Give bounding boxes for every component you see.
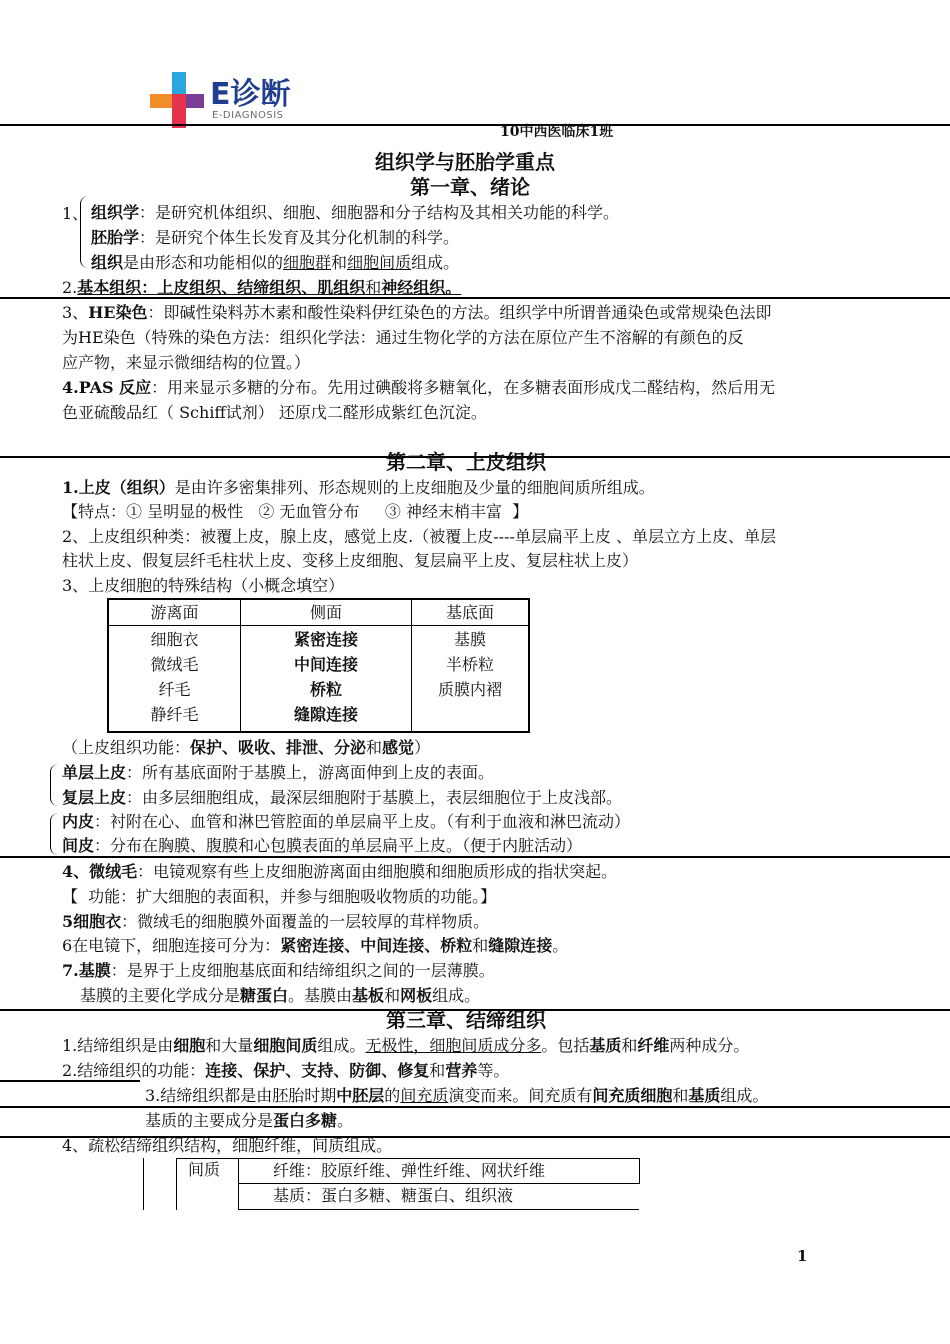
t4-vline: [143, 1158, 144, 1210]
c3p1-i: 和: [621, 1036, 638, 1055]
class-label: 10中西医临床1班: [500, 124, 614, 140]
t4-matrix: 基质：蛋白多糖、糖蛋白、组织液: [273, 1186, 514, 1205]
t4-vline: [176, 1158, 177, 1210]
p6-f: 桥粒: [440, 936, 473, 955]
logo-icon: [150, 72, 208, 130]
term-histology: 组织学: [91, 203, 140, 222]
c3p3-d: 间充质: [400, 1086, 449, 1105]
def-epithelium: 是由许多密集排列、形态规则的上皮细胞及少量的细胞间质所组成。: [174, 478, 655, 497]
ch2-functions: [62, 736, 430, 760]
p7b-g: 组成。: [432, 986, 481, 1005]
ch2-p6: [62, 934, 568, 958]
c3p3-f: 间充质细胞: [592, 1086, 673, 1105]
c3p2-c: 和: [429, 1061, 446, 1080]
t4-vline: [639, 1158, 640, 1184]
c3p1-a: 1.结缔组织是由: [62, 1036, 174, 1055]
term-mesothelium: 间皮: [62, 836, 95, 855]
term-stratified-epithelium: 复层上皮: [62, 788, 127, 807]
chapter-3-title: 第三章、结缔组织: [386, 1008, 546, 1032]
p7b-e: 和: [384, 986, 401, 1005]
ch1-item3-line3: 应产物，来显示微细结构的位置。）: [62, 353, 311, 372]
ch3-p3b: [145, 1109, 353, 1133]
table-header-cell: 侧面: [241, 599, 412, 626]
def-tissue-c: 组成。: [411, 253, 460, 272]
ch1-item3-line1: [62, 301, 772, 325]
term-glycocalyx: 5细胞衣: [62, 912, 122, 931]
table-cell-item: 基膜: [453, 630, 486, 649]
p6-c: 、: [344, 936, 361, 955]
rule-ch1-item2: [0, 297, 950, 299]
def-tissue-u2: 细胞间质: [347, 253, 412, 272]
item2-c: 神经组织。: [381, 278, 462, 297]
c3p1-k: 两种成分。: [669, 1036, 750, 1055]
c3p3-e: 演变而来。间充质有: [448, 1086, 593, 1105]
ch2-p3: 3、上皮细胞的特殊结构（小概念填空）: [62, 576, 345, 595]
item3-prefix: 3、: [62, 303, 89, 322]
term-basement-membrane: 7.基膜: [62, 961, 111, 980]
p6-b: 紧密连接: [280, 936, 345, 955]
func-e: ）: [414, 738, 431, 757]
rule-ch2-mesothelium: [0, 856, 950, 858]
brace-epithelium-types: [50, 764, 59, 806]
table-cell-item: 中间连接: [293, 655, 358, 674]
logo-subtitle: E-DIAGNOSIS: [212, 110, 284, 121]
def-simple-epithelium: ：所有基底面附于基膜上，游离面伸到上皮的表面。: [126, 763, 495, 782]
term-pas: 4.PAS 反应: [62, 378, 152, 397]
p7b-b: 糖蛋白: [240, 986, 289, 1005]
func-b: 保护、吸收、排泄、分泌: [190, 738, 367, 757]
c3p1-e: 组成。: [317, 1036, 366, 1055]
ch2-p5: [62, 910, 489, 934]
c3p1-c: 和大量: [205, 1036, 254, 1055]
table-cell-basal: [412, 626, 530, 733]
p6-d: 中间连接: [360, 936, 425, 955]
term-endothelium: 内皮: [62, 812, 95, 831]
p7b-d: 基板: [352, 986, 385, 1005]
def-endothelium: ：衬附在心、血管和淋巴管腔面的单层扁平上皮。（有利于血液和淋巴流动）: [94, 812, 631, 831]
def-stratified-epithelium: ：由多层细胞组成，最深层细胞附于基膜上，表层细胞位于上皮浅部。: [126, 788, 623, 807]
ch2-p7b: [80, 984, 480, 1008]
c3p2-a: 2.结缔组织的功能：: [62, 1061, 206, 1080]
term-he-stain: HE染色: [88, 303, 148, 322]
def-tissue-b: 和: [331, 253, 348, 272]
loose-ct-table: [143, 1158, 639, 1210]
term-embryology: 胚胎学: [91, 228, 140, 247]
p7b-a: 基膜的主要化学成分是: [80, 986, 241, 1005]
item2-a: 基本组织：上皮组织、结缔组织、肌组织: [77, 278, 366, 297]
ch2-endothelium: [62, 810, 630, 834]
header-rule: [0, 124, 950, 126]
func-c: 和: [366, 738, 383, 757]
def-microvilli: ：电镜观察有些上皮细胞游离面由细胞膜和细胞质形成的指状突起。: [137, 862, 618, 881]
brace-endo-meso: [50, 813, 59, 855]
table-cell-item: 缝隙连接: [293, 705, 358, 724]
t4-label: 间质: [188, 1160, 221, 1179]
t4-vline: [238, 1158, 239, 1210]
ch2-p7: [62, 959, 495, 983]
ch1-line3: [91, 251, 459, 275]
c3p1-b: 细胞: [173, 1036, 206, 1055]
term-epithelium: 1.上皮（组织）: [62, 478, 175, 497]
ch1-item1-prefix: 1、: [62, 204, 89, 223]
p7b-f: 网板: [400, 986, 433, 1005]
ch2-p1: [62, 476, 655, 500]
c3p1-h: 基质: [589, 1036, 622, 1055]
epithelial-structure-table: [107, 598, 530, 733]
p6-e: 、: [424, 936, 441, 955]
c3p3-h: 基质: [688, 1086, 721, 1105]
def-tissue-u1: 细胞群: [283, 253, 332, 272]
ch2-p2-line2: 柱状上皮、假复层纤毛柱状上皮、变移上皮细胞、复层扁平上皮、复层柱状上皮）: [62, 551, 639, 570]
table-cell-item: 桥粒: [309, 680, 342, 699]
logo-name: E诊断: [210, 77, 291, 112]
t4-hline: [238, 1209, 639, 1210]
c3p1-g: 。包括: [541, 1036, 590, 1055]
ch1-brace: [80, 196, 89, 268]
ch1-line1: [91, 201, 619, 225]
ch2-stratified: [62, 786, 622, 810]
c3p1-j: 纤维: [637, 1036, 670, 1055]
c3p3b-c: 。: [337, 1111, 354, 1130]
rule-ch3-p3b: [0, 1106, 950, 1108]
c3p3b-b: 蛋白多糖: [273, 1111, 338, 1130]
c3p1-f: 无极性，细胞间质成分多: [365, 1036, 542, 1055]
table-cell-item: 纤毛: [158, 680, 191, 699]
ch2-p4: [62, 860, 617, 884]
c3p3-b: 中胚层: [336, 1086, 385, 1105]
term-simple-epithelium: 单层上皮: [62, 763, 127, 782]
ch1-item3-line2: 为HE染色（特殊的染色方法：组织化学法：通过生物化学的方法在原位产生不溶解的有颜色的反: [62, 328, 744, 347]
table-header-cell: 基底面: [412, 599, 530, 626]
p6-g: 和: [472, 936, 489, 955]
ch1-item4-line2: 色亚硫酸品红（ Schiff试剂） 还原戊二醛形成紫红色沉淀。: [62, 403, 487, 422]
ch2-p2-line1: 2、上皮组织种类：被覆上皮，腺上皮，感觉上皮.（被覆上皮----单层扁平上皮 、单层立方上皮、单层: [62, 527, 776, 546]
t4-fiber: 纤维：胶原纤维、弹性纤维、网状纤维: [273, 1161, 546, 1180]
def-basement-membrane: ：是界于上皮细胞基底面和结缔组织之间的一层薄膜。: [110, 961, 495, 980]
def-embryology: ：是研究个体生长发育及其分化机制的科学。: [139, 228, 460, 247]
ch2-mesothelium: [62, 834, 582, 858]
ch1-item4-line1: [62, 376, 775, 400]
table-header-cell: 游离面: [108, 599, 241, 626]
func-d: 感觉: [382, 738, 415, 757]
ch2-single: [62, 761, 494, 785]
c3p3b-a: 基质的主要成分是: [145, 1111, 274, 1130]
item4-l1: ：用来显示多糖的分布。先用过碘酸将多糖氧化，在多糖表面形成戊二醛结构，然后用无: [151, 378, 776, 397]
rule-ch3-p3a: [0, 1080, 140, 1082]
c3p3-c: 的: [384, 1086, 401, 1105]
c3p2-b: 连接、保护、支持、防御、修复: [205, 1061, 430, 1080]
def-histology: ：是研究机体组织、细胞、细胞器和分子结构及其相关功能的科学。: [139, 203, 620, 222]
table-cell-item: 细胞衣: [150, 630, 199, 649]
def-glycocalyx: ：微绒毛的细胞膜外面覆盖的一层较厚的茸样物质。: [121, 912, 490, 931]
table-cell-lateral: [241, 626, 412, 733]
func-a: （上皮组织功能：: [62, 738, 191, 757]
table-cell-item: 质膜内褶: [437, 680, 502, 699]
table-cell-free-surface: [108, 626, 241, 733]
c3p2-d: 营养: [445, 1061, 478, 1080]
def-tissue-a: 是由形态和功能相似的: [123, 253, 284, 272]
def-mesothelium: ：分布在胸膜、腹膜和心包膜表面的单层扁平上皮。（便于内脏活动）: [94, 836, 583, 855]
c3p3-a: 3.结缔组织都是由胚胎时期: [145, 1086, 337, 1105]
c3p2-e: 等。: [477, 1061, 510, 1080]
ch3-p1: [62, 1034, 749, 1058]
table-cell-item: 静纤毛: [150, 705, 199, 724]
p6-i: 。: [552, 936, 569, 955]
ch2-features: 【特点：① 呈明显的极性 ② 无血管分布 ③ 神经末梢丰富 】: [62, 502, 529, 521]
doc-title: 组织学与胚胎学重点: [375, 150, 555, 174]
c3p1-d: 细胞间质: [253, 1036, 318, 1055]
table-row: [108, 626, 529, 733]
item3-l1: ：即碱性染料苏木素和酸性染料伊红染色的方法。组织学中所谓普通染色或常规染色法即: [147, 303, 772, 322]
ch2-p4-function: 【 功能：扩大细胞的表面积，并参与细胞吸收物质的功能。】: [62, 887, 497, 906]
table-cell-item: 紧密连接: [293, 630, 358, 649]
p6-a: 6在电镜下，细胞连接可分为：: [62, 936, 281, 955]
chapter-2-title: 第二章、上皮组织: [386, 450, 546, 474]
chapter-1-title: 第一章、绪论: [410, 175, 530, 199]
term-tissue: 组织: [91, 253, 124, 272]
ch1-line2: [91, 226, 459, 250]
page-number: 1: [797, 1247, 808, 1265]
table-cell-item: 半桥粒: [445, 655, 494, 674]
item2-prefix: 2.: [62, 278, 78, 297]
item2-b: 和: [365, 278, 382, 297]
ch3-p3: [145, 1084, 768, 1108]
table-cell-item: 微绒毛: [150, 655, 199, 674]
p7b-c: 。基膜由: [288, 986, 353, 1005]
ch3-p4: 4、疏松结缔组织结构，细胞纤维，间质组成。: [62, 1136, 393, 1155]
p6-h: 缝隙连接: [488, 936, 553, 955]
term-microvilli: 4、微绒毛: [62, 862, 138, 881]
table-header-row: [108, 599, 529, 626]
c3p3-g: 和: [672, 1086, 689, 1105]
c3p3-i: 组成。: [720, 1086, 769, 1105]
